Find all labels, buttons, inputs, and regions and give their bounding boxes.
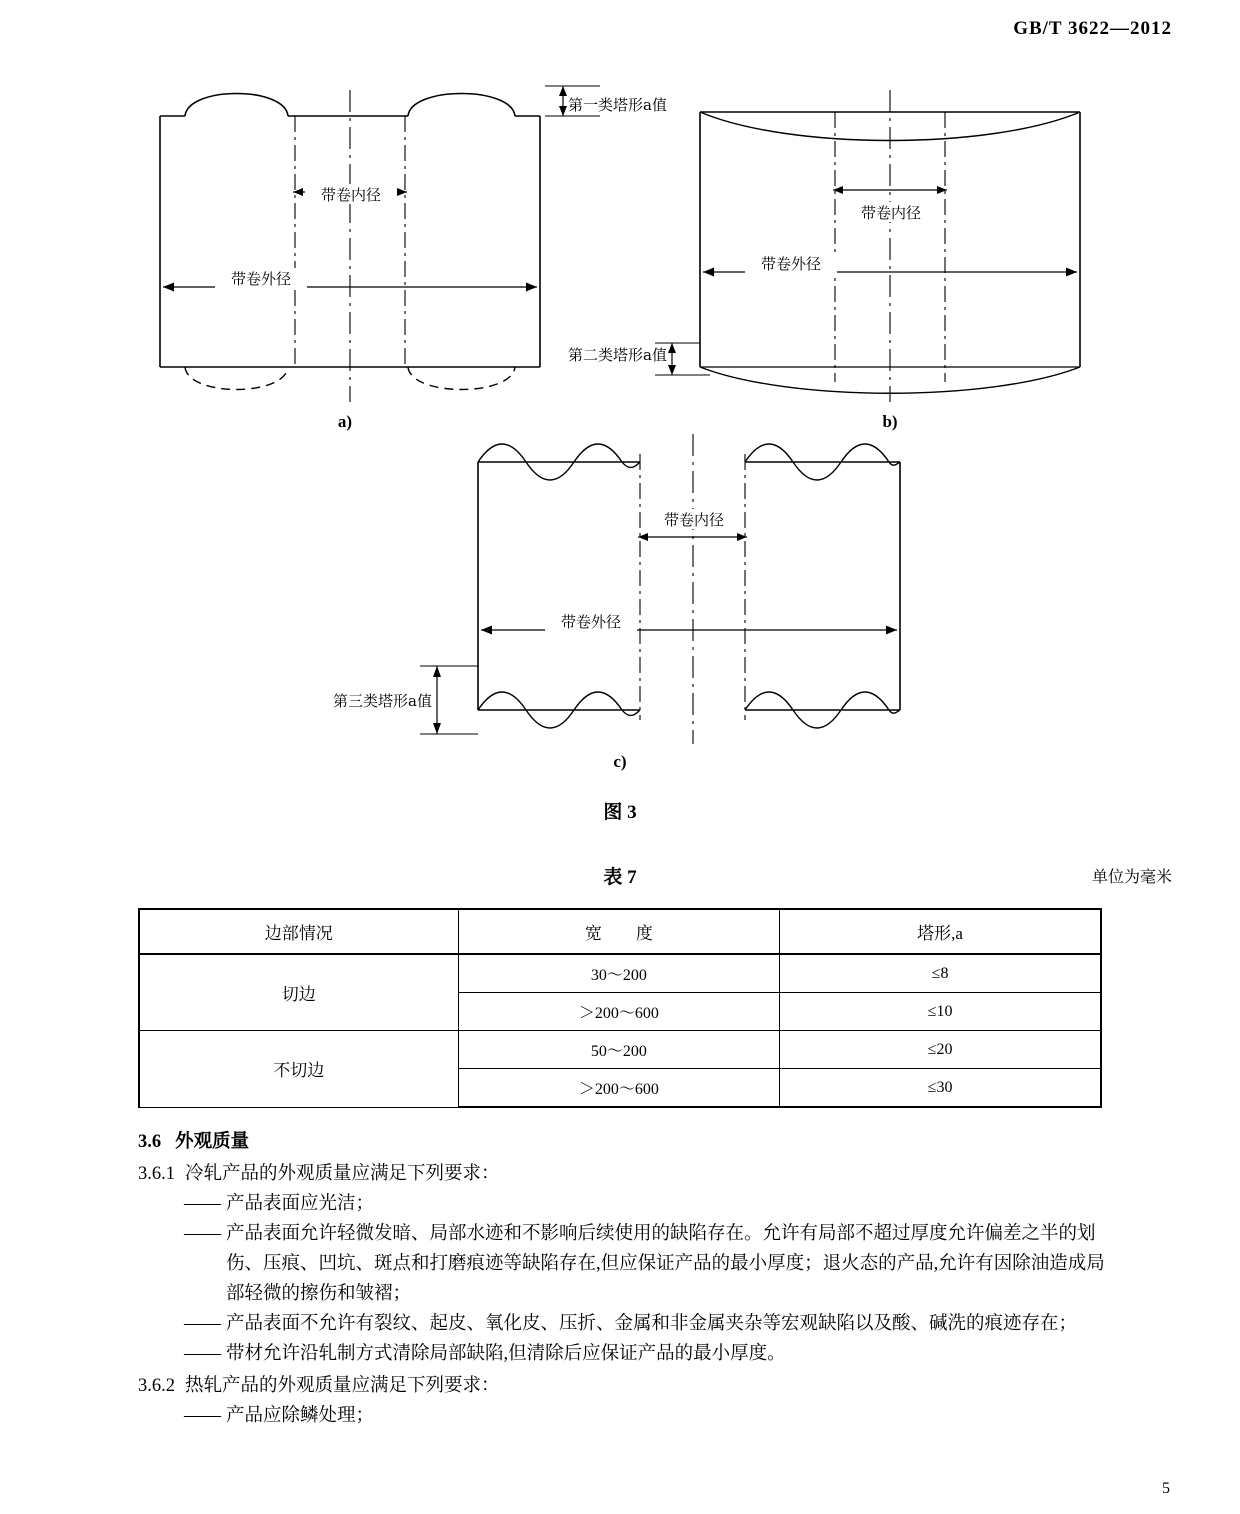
section-heading-3-6 bbox=[138, 1128, 1106, 1158]
table-cell-edge-cut: 切边 bbox=[139, 954, 458, 1031]
list-item bbox=[184, 1402, 1106, 1432]
list-item bbox=[184, 1310, 1106, 1340]
table-cell-width: 50～200 bbox=[458, 1031, 780, 1069]
clause-number: 3.6.2 bbox=[138, 1375, 175, 1396]
label-outer-diameter-a: 带卷外径 bbox=[230, 270, 292, 288]
subfigure-b bbox=[568, 90, 1080, 431]
dash-marker: —— bbox=[184, 1343, 221, 1364]
subfigure-c-caption: c) bbox=[613, 752, 627, 771]
table-header-edge: 边部情况 bbox=[139, 909, 458, 954]
list-item bbox=[184, 1340, 1106, 1370]
clause-number: 3.6.1 bbox=[138, 1163, 175, 1184]
list-item-text: 产品表面应光洁； bbox=[226, 1193, 375, 1214]
clause-3-6-1 bbox=[138, 1160, 1106, 1190]
label-type1-taper: 第一类塔形a值 bbox=[568, 96, 667, 114]
list-item bbox=[184, 1190, 1106, 1220]
subfigure-a-caption: a) bbox=[337, 412, 353, 431]
clause-text: 热轧产品的外观质量应满足下列要求： bbox=[185, 1375, 500, 1396]
list-item-text: 产品应除鳞处理； bbox=[226, 1405, 375, 1426]
table-row bbox=[139, 954, 1101, 993]
table-header-taper: 塔形,a bbox=[780, 909, 1101, 954]
label-inner-diameter-b: 带卷内径 bbox=[860, 204, 922, 222]
dash-marker: —— bbox=[184, 1405, 221, 1426]
dash-marker: —— bbox=[184, 1193, 221, 1214]
table-cell-width: ＞200～600 bbox=[458, 993, 780, 1031]
figure-3-svg bbox=[0, 72, 1240, 792]
body-text bbox=[138, 1122, 1106, 1432]
label-inner-diameter-a: 带卷内径 bbox=[320, 186, 382, 204]
table-unit-note: 单位为毫米 bbox=[1091, 869, 1172, 886]
table-header-width: 宽 度 bbox=[458, 909, 780, 954]
dash-marker: —— bbox=[184, 1223, 221, 1244]
table-cell-width: 30～200 bbox=[458, 954, 780, 993]
label-outer-diameter-b: 带卷外径 bbox=[760, 255, 822, 273]
figure-caption: 图 3 bbox=[603, 802, 637, 823]
label-inner-diameter-c: 带卷内径 bbox=[663, 511, 725, 529]
table-cell-width: ＞200～600 bbox=[458, 1069, 780, 1108]
section-title: 外观质量 bbox=[175, 1132, 250, 1152]
table-cell-taper: ≤30 bbox=[780, 1069, 1101, 1108]
clause-3-6-2 bbox=[138, 1372, 1106, 1402]
label-type2-taper: 第二类塔形a值 bbox=[568, 346, 667, 364]
subfigure-b-caption: b) bbox=[882, 412, 898, 431]
dash-marker: —— bbox=[184, 1313, 221, 1334]
table-header-row bbox=[139, 909, 1101, 954]
table-cell-taper: ≤10 bbox=[780, 993, 1101, 1031]
label-outer-diameter-c: 带卷外径 bbox=[560, 613, 622, 631]
clause-text: 冷轧产品的外观质量应满足下列要求： bbox=[185, 1163, 500, 1184]
subfigure-a bbox=[160, 86, 667, 431]
list-item-text: 产品表面允许轻微发暗、局部水迹和不影响后续使用的缺陷存在。允许有局部不超过厚度允许偏差之半的划伤、压痕、凹坑、斑点和打磨痕迹等缺陷存在,但应保证产品的最小厚度；退火态的产品,允许有因除油造成局部轻微的擦伤和皱褶； bbox=[226, 1223, 1105, 1304]
subfigure-c bbox=[333, 434, 900, 771]
list-item bbox=[184, 1220, 1106, 1310]
section-number: 3.6 bbox=[138, 1132, 162, 1152]
label-type3-taper: 第三类塔形a值 bbox=[333, 692, 432, 710]
page-number: 5 bbox=[1162, 1480, 1170, 1497]
list-item-text: 产品表面不允许有裂纹、起皮、氧化皮、压折、金属和非金属夹杂等宏观缺陷以及酸、碱洗的痕迹存在； bbox=[226, 1313, 1078, 1334]
table-row bbox=[139, 1031, 1101, 1069]
table-caption: 表 7 bbox=[603, 867, 637, 888]
table-cell-taper: ≤20 bbox=[780, 1031, 1101, 1069]
page-header-standard-number: GB/T 3622—2012 bbox=[1013, 18, 1172, 39]
figure-3-area bbox=[0, 72, 1240, 792]
table-cell-taper: ≤8 bbox=[780, 954, 1101, 993]
table-7 bbox=[138, 908, 1102, 1108]
list-item-text: 带材允许沿轧制方式清除局部缺陷,但清除后应保证产品的最小厚度。 bbox=[226, 1343, 786, 1364]
table-cell-edge-uncut: 不切边 bbox=[139, 1031, 458, 1108]
